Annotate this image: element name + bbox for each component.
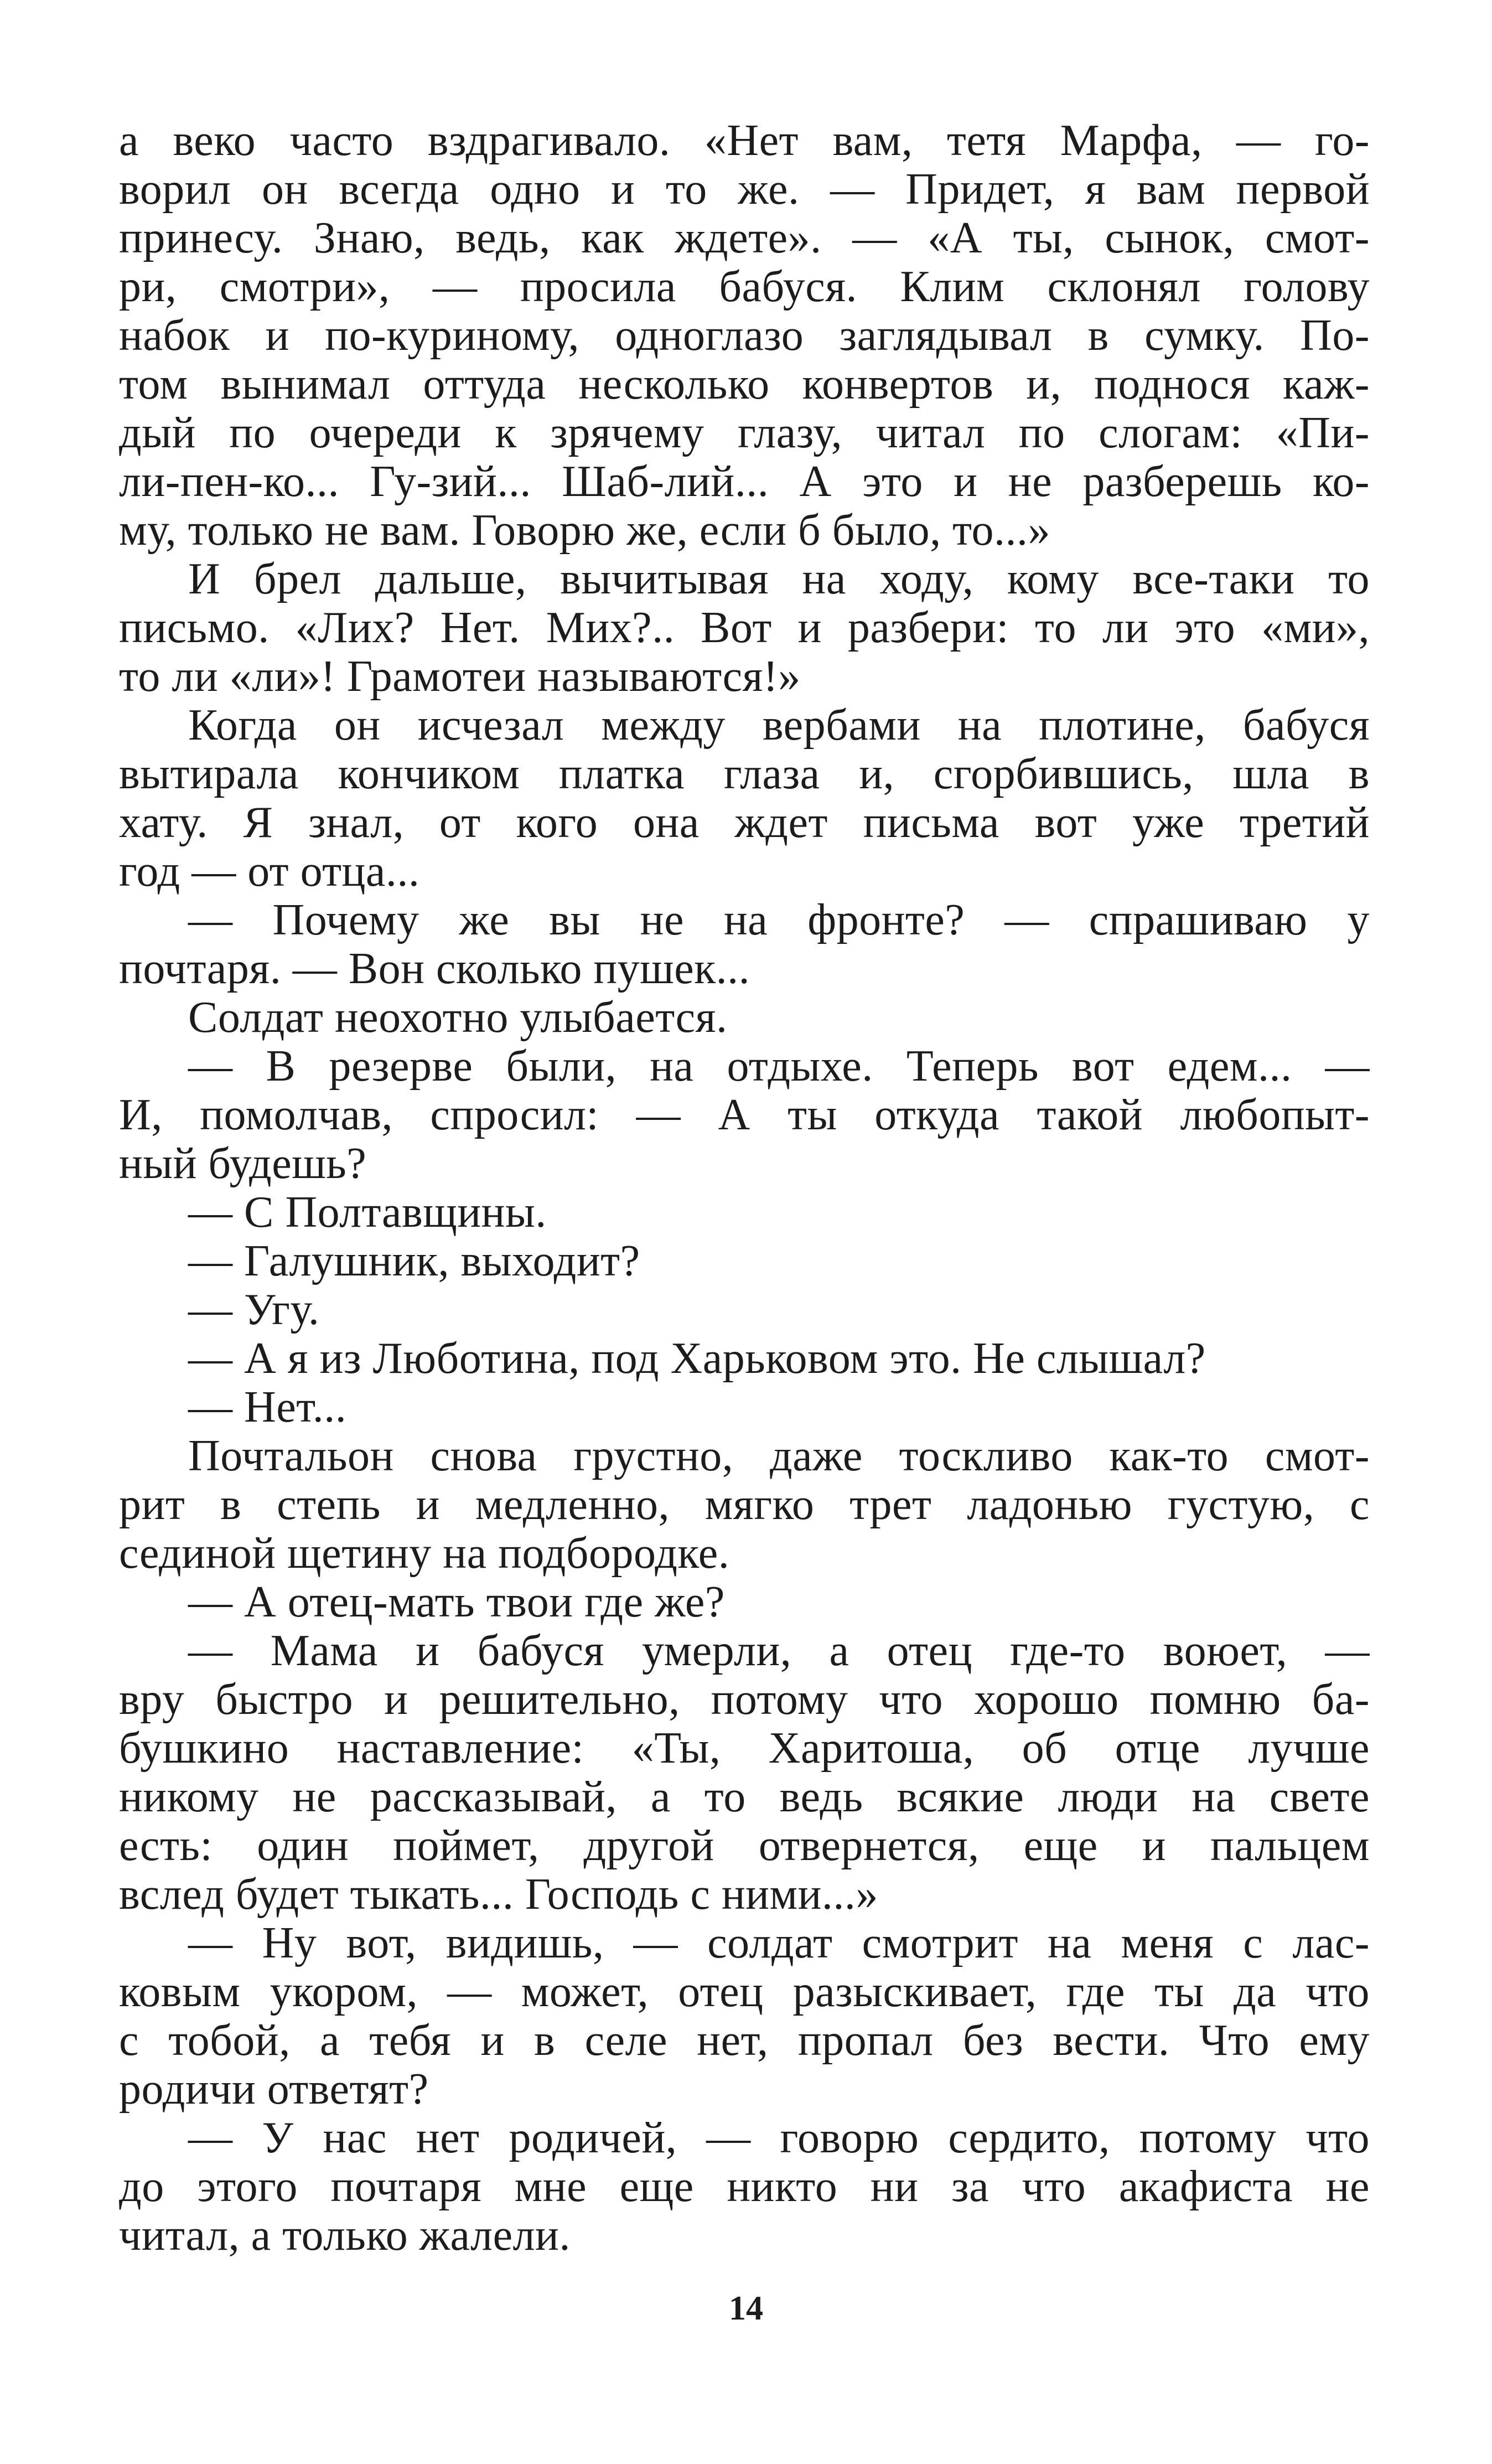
text-line: читал, а только жалели.	[119, 2211, 571, 2260]
text-line: Солдат неохотно улыбается.	[188, 993, 728, 1042]
text-line: с тобой, а тебя и в селе нет, пропал без вести. Что ему	[119, 2016, 1370, 2065]
text-line: — Почему же вы не на фронте? — спрашиваю у	[188, 896, 1370, 944]
text-line: рит в степь и медленно, мягко трет ладонью густую, с	[119, 1480, 1370, 1529]
text-line: есть: один поймет, другой отвернется, еще и пальцем	[119, 1821, 1370, 1870]
text-line: то ли «ли»! Грамотеи называются!»	[119, 652, 801, 701]
text-line: И брел дальше, вычитывая на ходу, кому все-таки то	[188, 555, 1370, 603]
text-line: письмо. «Лих? Нет. Мих?.. Вот и разбери: то ли это «ми»,	[119, 603, 1370, 652]
text-line: И, помолчав, спросил: — А ты откуда такой любопыт-	[119, 1091, 1370, 1139]
text-line: вру быстро и решительно, потому что хорошо помню ба-	[119, 1675, 1370, 1724]
text-line: ри, смотри», — просила бабуся. Клим склонял голову	[119, 262, 1370, 311]
text-line: — Угу.	[188, 1285, 320, 1334]
text-line: ный будешь?	[119, 1139, 367, 1188]
text-line: — В резерве были, на отдыхе. Теперь вот едем... —	[188, 1042, 1370, 1091]
text-line: ворил он всегда одно и то же. — Придет, я вам первой	[119, 165, 1370, 214]
page-number: 14	[729, 2290, 763, 2327]
text-line: — У нас нет родичей, — говорю сердито, потому что	[188, 2114, 1370, 2162]
text-line: сединой щетину на подбородке.	[119, 1529, 730, 1578]
text-line: — Ну вот, видишь, — солдат смотрит на меня с лас-	[188, 1919, 1370, 1967]
text-line: Когда он исчезал между вербами на плотине, бабуся	[188, 701, 1370, 750]
text-line: ли-пен-ко... Гу-зий... Шаб-лий... А это и не разберешь ко-	[119, 457, 1370, 506]
text-line: родичи ответят?	[119, 2065, 429, 2114]
text-line: том вынимал оттуда несколько конвертов и, поднося каж-	[119, 360, 1370, 409]
text-line: Почтальон снова грустно, даже тоскливо как-то смот-	[188, 1432, 1370, 1480]
text-line: почтаря. — Вон сколько пушек...	[119, 944, 750, 993]
text-line: — Нет...	[188, 1383, 347, 1432]
text-line: а веко часто вздрагивало. «Нет вам, тетя Марфа, — го-	[119, 116, 1370, 165]
text-column	[119, 116, 1370, 2260]
text-line: — А я из Люботина, под Харьковом это. Не слышал?	[188, 1334, 1206, 1383]
text-line: ковым укором, — может, отец разыскивает, где ты да что	[119, 1967, 1370, 2016]
text-line: му, только не вам. Говорю же, если б было, то...»	[119, 506, 1051, 555]
text-line: год — от отца...	[119, 847, 420, 896]
text-line: — Галушник, выходит?	[188, 1237, 640, 1285]
text-line: никому не рассказывай, а то ведь всякие люди на свете	[119, 1773, 1370, 1821]
text-line: хату. Я знал, от кого она ждет письма вот уже третий	[119, 798, 1370, 847]
text-line: вытирала кончиком платка глаза и, сгорбившись, шла в	[119, 750, 1370, 798]
text-line: набок и по-куриному, одноглазо заглядывал в сумку. По-	[119, 311, 1370, 360]
text-line: — А отец-мать твои где же?	[188, 1578, 725, 1626]
text-line: принесу. Знаю, ведь, как ждете». — «А ты, сынок, смот-	[119, 214, 1370, 262]
text-line: до этого почтаря мне еще никто ни за что акафиста не	[119, 2162, 1370, 2211]
text-line: вслед будет тыкать... Господь с ними...»	[119, 1870, 878, 1919]
text-line: — Мама и бабуся умерли, а отец где-то воюет, —	[188, 1626, 1370, 1675]
text-line: — С Полтавщины.	[188, 1188, 547, 1237]
text-line: бушкино наставление: «Ты, Харитоша, об отце лучше	[119, 1724, 1370, 1773]
text-line: дый по очереди к зрячему глазу, читал по слогам: «Пи-	[119, 409, 1370, 457]
